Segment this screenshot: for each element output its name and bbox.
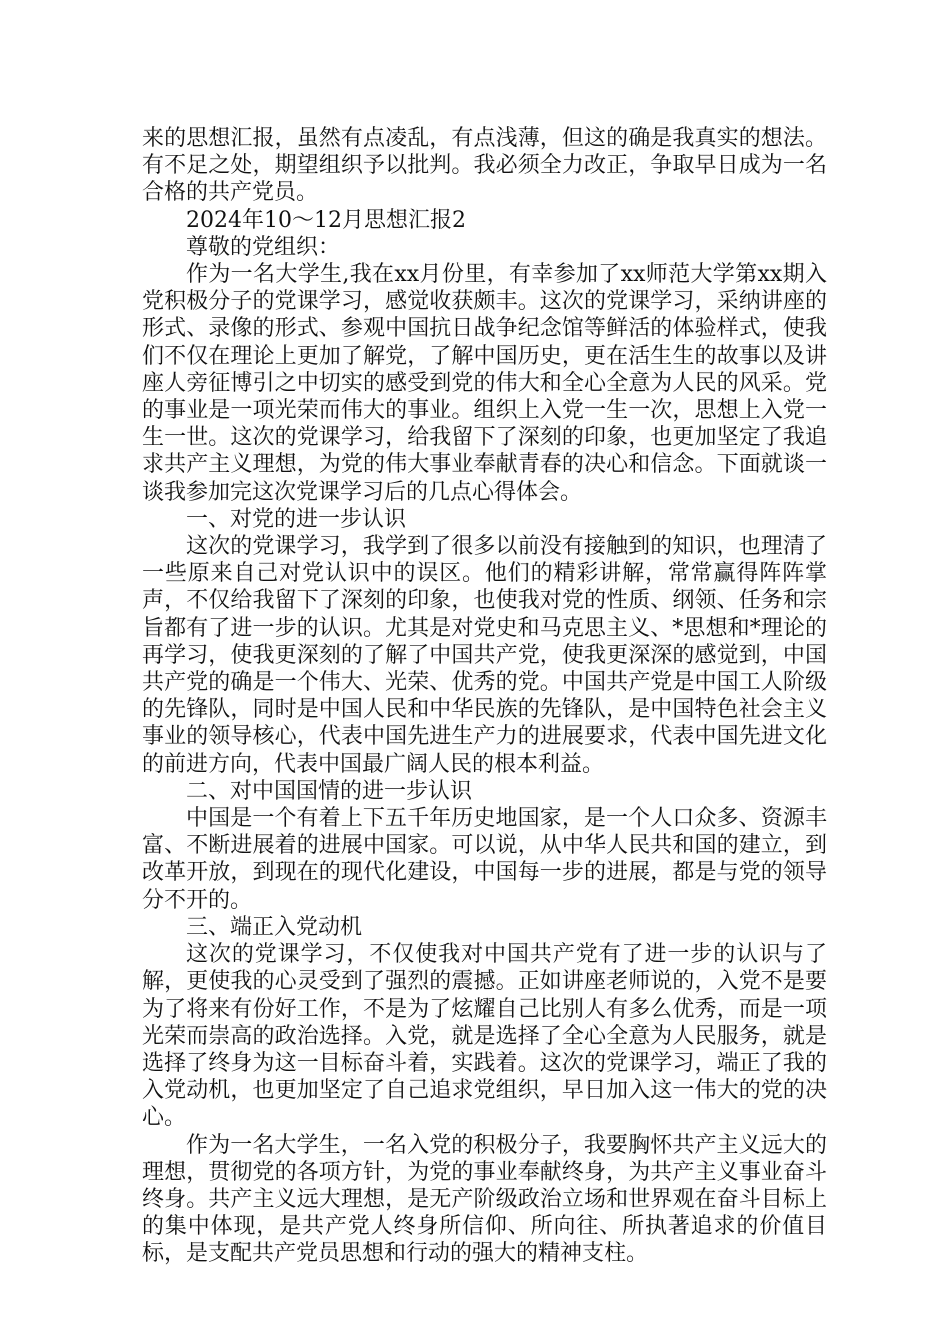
document-body xyxy=(142,125,827,1268)
section-heading-3: 三、端正入党动机 xyxy=(186,914,363,940)
paragraph-section-1: 这次的党课学习，我学到了很多以前没有接触到的知识，也理清了一些原来自己对党认识中的误区。他们的精彩讲解，常常赢得阵阵掌声，不仅给我留下了深刻的印象，也使我对党的性质、纲领、任务和宗旨都有了进一步的认识。尤其是对党史和马克思主义、*思想和*理论的再学习，使我更深刻的了解了中国共产党，使我更深深的感觉到，中国共产党的确是一个伟大、光荣、优秀的党。中国共产党是中国工人阶级的先锋队，同时是中国人民和中华民族的先锋队，是中国特色社会主义事业的领导核心，代表中国先进生产力的进展要求，代表中国先进文化的前进方向，代表中国最广阔人民的根本利益。 xyxy=(142,534,827,777)
paragraph-section-3: 这次的党课学习，不仅使我对中国共产党有了进一步的认识与了解，更使我的心灵受到了强烈的震撼。正如讲座老师说的，入党不是要为了将来有份好工作，不是为了炫耀自己比别人有多么优秀，而是一项光荣而崇高的政治选择。入党，就是选择了全心全意为人民服务，就是选择了终身为这一目标奋斗着，实践着。这次的党课学习，端正了我的入党动机，也更加坚定了自己追求党组织，早日加入这一伟大的党的决心。 xyxy=(142,942,827,1131)
paragraph-closing: 作为一名大学生，一名入党的积极分子，我要胸怀共产主义远大的理想，贯彻党的各项方针，为党的事业奉献终身，为共产主义事业奋斗终身。共产主义远大理想，是无产阶级政治立场和世界观在奋斗目标上的集中体现，是共产党人终身所信仰、所向往、所执著追求的价值目标，是支配共产党员思想和行动的强大的精神支柱。 xyxy=(142,1132,827,1267)
paragraph-intro: 作为一名大学生,我在xx月份里，有幸参加了xx师范大学第xx期入党积极分子的党课学习，感觉收获颇丰。这次的党课学习，采纳讲座的形式、录像的形式、参观中国抗日战争纪念馆等鲜活的体验样式，使我们不仅在理论上更加了解党，了解中国历史，更在活生生的故事以及讲座人旁征博引之中切实的感受到党的伟大和全心全意为人民的风采。党的事业是一项光荣而伟大的事业。组织上入党一生一次，思想上入党一生一世。这次的党课学习，给我留下了深刻的印象，也更加坚定了我追求共产主义理想，为党的伟大事业奉献青春的决心和信念。下面就谈一谈我参加完这次党课学习后的几点心得体会。 xyxy=(142,262,827,505)
paragraph-continued: 来的思想汇报，虽然有点凌乱，有点浅薄，但这的确是我真实的想法。有不足之处，期望组织予以批判。我必须全力改正，争取早日成为一名合格的共产党员。 xyxy=(142,126,827,206)
paragraph-section-2: 中国是一个有着上下五千年历史地国家，是一个人口众多、资源丰富、不断进展着的进展中国家。可以说，从中华人民共和国的建立，到改革开放，到现在的现代化建设，中国每一步的进展，都是与党的领导分不开的。 xyxy=(142,806,827,913)
section-heading-1: 一、对党的进一步认识 xyxy=(186,506,407,532)
salutation: 尊敬的党组织： xyxy=(186,234,341,260)
section-heading-2: 二、对中国国情的进一步认识 xyxy=(186,778,473,804)
report-title: 2024年10～12月思想汇报2 xyxy=(186,207,466,233)
